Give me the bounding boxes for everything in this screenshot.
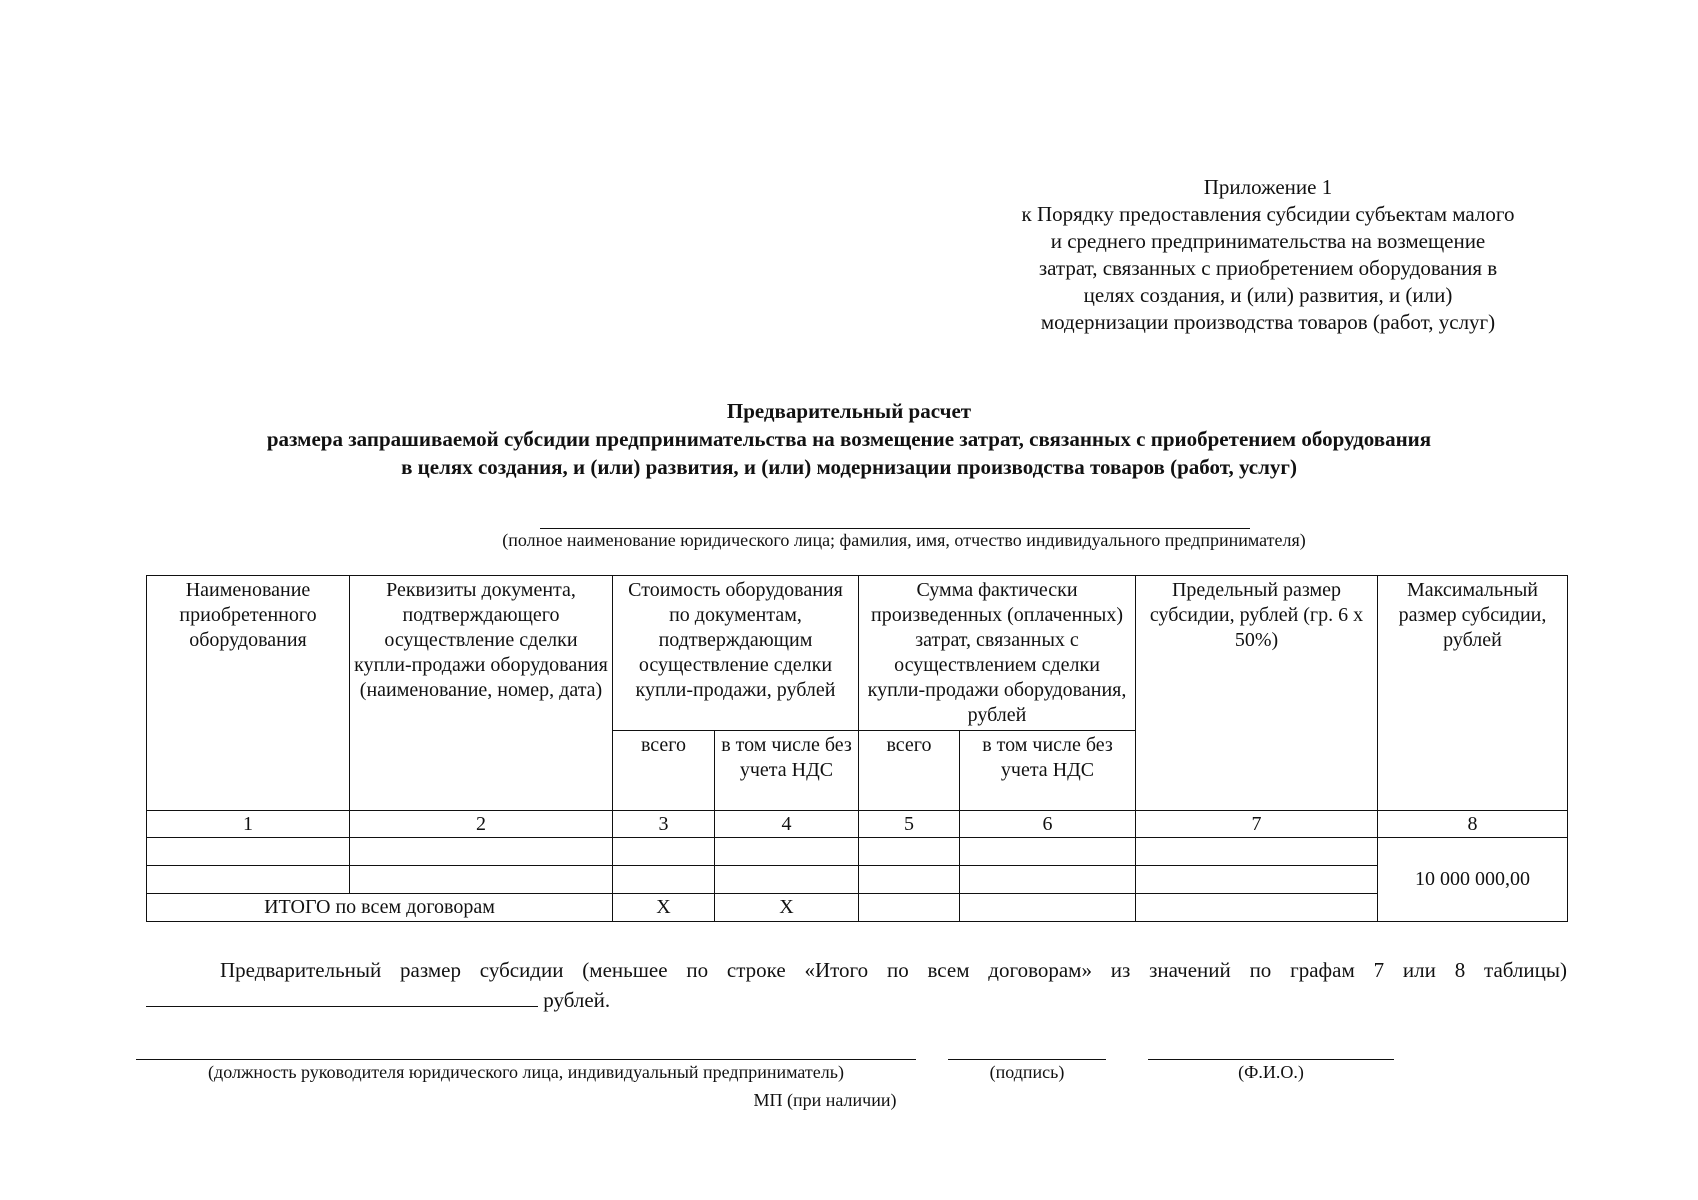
entity-name-field[interactable] xyxy=(540,528,1250,529)
column-number: 6 xyxy=(960,811,1136,838)
signature-line[interactable] xyxy=(948,1059,1106,1060)
header-equipment-name: Наименование приобретенного оборудования xyxy=(147,576,350,811)
table-row xyxy=(147,838,1568,866)
summary-paragraph xyxy=(146,955,1567,1015)
column-number: 5 xyxy=(859,811,960,838)
header-actual-costs: Сумма фактически произведенных (оплаченных) затрат, связанных с осуществлением сделки купли-продажи оборудования, рублей xyxy=(859,576,1136,731)
subheader-cost-novat: в том числе без учета НДС xyxy=(715,731,859,811)
header-document-details: Реквизиты документа, подтверждающего осуществление сделки купли-продажи оборудования (наименование, номер, дата) xyxy=(350,576,613,811)
cell-limit-subsidy[interactable] xyxy=(1136,838,1378,866)
title-line: размера запрашиваемой субсидии предпринимательства на возмещение затрат, связанных с приобретением оборудования xyxy=(266,427,1432,451)
stamp-label: МП (при наличии) xyxy=(753,1090,897,1110)
cell-actual-total[interactable] xyxy=(859,866,960,894)
cell-cost-novat[interactable] xyxy=(715,866,859,894)
appendix-line: к Порядку предоставления субсидии субъектам малого xyxy=(1021,202,1515,226)
signature-caption: (подпись) xyxy=(989,1062,1065,1082)
header-max-subsidy: Максимальный размер субсидии, рублей xyxy=(1378,576,1568,811)
cell-cost-novat[interactable] xyxy=(715,838,859,866)
appendix-line: и среднего предпринимательства на возмещение xyxy=(1050,229,1486,253)
subheader-actual-novat: в том числе без учета НДС xyxy=(960,731,1136,811)
column-number: 3 xyxy=(613,811,715,838)
cell-max-subsidy: 10 000 000,00 xyxy=(1378,838,1568,922)
appendix-line: затрат, связанных с приобретением оборудования в xyxy=(1038,256,1498,280)
name-line[interactable] xyxy=(1148,1059,1394,1060)
title-line: Предварительный расчет xyxy=(726,399,972,423)
table-row xyxy=(147,866,1568,894)
cell-document-details[interactable] xyxy=(350,838,613,866)
total-limit-subsidy[interactable] xyxy=(1136,894,1378,922)
subheader-actual-total: всего xyxy=(859,731,960,811)
title-line: в целях создания, и (или) развития, и (или) модернизации производства товаров (работ, услуг) xyxy=(401,455,1297,479)
cell-actual-novat[interactable] xyxy=(960,838,1136,866)
cell-limit-subsidy[interactable] xyxy=(1136,866,1378,894)
total-cost-novat: Х xyxy=(715,894,859,922)
appendix-line: целях создания, и (или) развития, и (или) xyxy=(1083,283,1453,307)
total-row xyxy=(147,894,1568,922)
cell-actual-novat[interactable] xyxy=(960,866,1136,894)
column-number: 4 xyxy=(715,811,859,838)
appendix-header xyxy=(968,174,1568,336)
total-actual-total[interactable] xyxy=(859,894,960,922)
header-equipment-cost: Стоимость оборудования по документам, подтверждающим осуществление сделки купли-продажи, рублей xyxy=(613,576,859,731)
name-caption: (Ф.И.О.) xyxy=(1238,1062,1304,1082)
header-limit-subsidy: Предельный размер субсидии, рублей (гр. 6 х 50%) xyxy=(1136,576,1378,811)
summary-text: Предварительный размер субсидии (меньшее по строке «Итого по всем договорам» из значений по графам 7 или 8 таблицы) xyxy=(220,958,1567,982)
summary-unit: рублей. xyxy=(543,988,611,1012)
total-label: ИТОГО по всем договорам xyxy=(147,894,613,922)
subsidy-amount-field[interactable] xyxy=(146,986,538,1007)
cell-cost-total[interactable] xyxy=(613,866,715,894)
position-line[interactable] xyxy=(136,1059,916,1060)
column-number: 8 xyxy=(1378,811,1568,838)
position-caption: (должность руководителя юридического лица, индивидуальный предприниматель) xyxy=(208,1062,844,1082)
cell-equipment-name[interactable] xyxy=(147,866,350,894)
entity-name-caption: (полное наименование юридического лица; фамилия, имя, отчество индивидуального предпринимателя) xyxy=(502,530,1306,550)
subheader-cost-total: всего xyxy=(613,731,715,811)
column-number: 7 xyxy=(1136,811,1378,838)
appendix-line: Приложение 1 xyxy=(1203,175,1333,199)
total-actual-novat[interactable] xyxy=(960,894,1136,922)
column-number: 2 xyxy=(350,811,613,838)
subsidy-table xyxy=(146,575,1568,922)
header-row xyxy=(147,576,1568,731)
document-title xyxy=(0,397,1698,481)
cell-document-details[interactable] xyxy=(350,866,613,894)
cell-cost-total[interactable] xyxy=(613,838,715,866)
cell-actual-total[interactable] xyxy=(859,838,960,866)
appendix-line: модернизации производства товаров (работ, услуг) xyxy=(1040,310,1496,334)
total-cost-total: Х xyxy=(613,894,715,922)
column-numbers-row xyxy=(147,811,1568,838)
cell-equipment-name[interactable] xyxy=(147,838,350,866)
column-number: 1 xyxy=(147,811,350,838)
